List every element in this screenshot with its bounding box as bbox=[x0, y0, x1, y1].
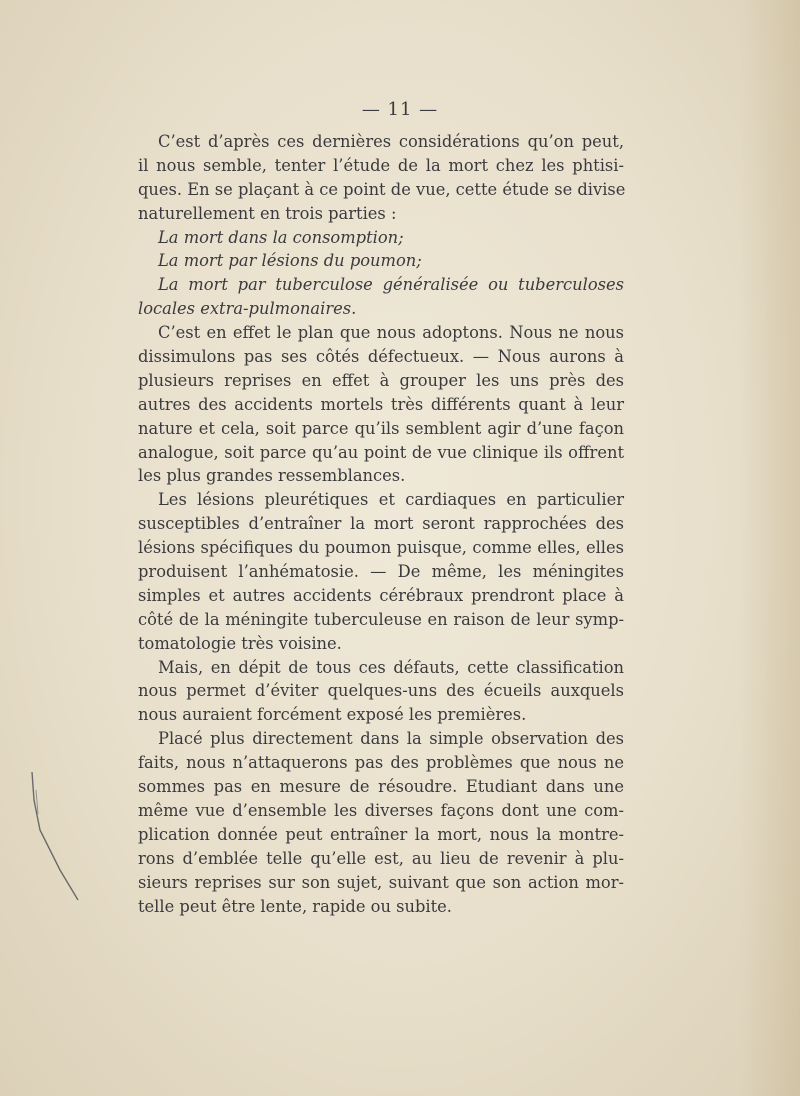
text-line: Placé plus directement dans la simple observation des bbox=[158, 729, 624, 749]
text-line: nature et cela, soit parce qu’ils semblent agir d’une façon bbox=[138, 418, 624, 438]
text-line: La mort par lésions du poumon; bbox=[158, 251, 422, 271]
text-line: simples et autres accidents cérébraux prendront place à bbox=[138, 585, 624, 605]
text-line: susceptibles d’entraîner la mort seront rapprochées des bbox=[138, 514, 624, 534]
text-line: analogue, soit parce qu’au point de vue clinique ils offrent bbox=[138, 442, 624, 462]
text-line: dissimulons pas ses côtés défectueux. — Nous aurons à bbox=[138, 347, 624, 367]
page-number: — 11 — bbox=[361, 99, 439, 120]
text-line: plusieurs reprises en effet à grouper les uns près des bbox=[138, 370, 624, 390]
text-line: côté de la méningite tuberculeuse en raison de leur symp- bbox=[138, 609, 624, 629]
margin-pencil-mark bbox=[20, 760, 100, 920]
text-line: les plus grandes ressemblances. bbox=[138, 466, 406, 486]
text-line: telle peut être lente, rapide ou subite. bbox=[138, 896, 452, 916]
text-line: nous auraient forcément exposé les premières. bbox=[138, 705, 527, 725]
text-line: C’est en effet le plan que nous adoptons. Nous ne nous bbox=[158, 323, 624, 343]
text-line: naturellement en trois parties : bbox=[138, 203, 397, 223]
text-line: lésions spécifiques du poumon puisque, comme elles, elles bbox=[138, 538, 624, 558]
text-line: produisent l’anhématosie. — De même, les méningites bbox=[138, 562, 624, 582]
text-line: ques. En se plaçant à ce point de vue, cette étude se divise bbox=[138, 179, 626, 199]
text-line: sommes pas en mesure de résoudre. Etudiant dans une bbox=[138, 777, 624, 797]
text-line: Les lésions pleurétiques et cardiaques en particulier bbox=[158, 490, 624, 510]
text-line: locales extra-pulmonaires. bbox=[138, 299, 357, 319]
text-line: La mort dans la consomption; bbox=[158, 227, 404, 247]
page-edge-stain bbox=[740, 0, 800, 1096]
text-line: C’est d’après ces dernières considérations qu’on peut, bbox=[158, 132, 624, 151]
text-line: La mort par tuberculose généralisée ou tuberculoses bbox=[158, 275, 624, 295]
text-line: plication donnée peut entraîner la mort, nous la montre- bbox=[138, 824, 624, 844]
text-line: rons d’emblée telle qu’elle est, au lieu de revenir à plu- bbox=[138, 848, 624, 868]
body-text bbox=[138, 130, 624, 918]
text-line: même vue d’ensemble les diverses façons dont une com- bbox=[138, 800, 624, 820]
text-line: faits, nous n’attaquerons pas des problèmes que nous ne bbox=[138, 753, 624, 773]
text-line: autres des accidents mortels très différents quant à leur bbox=[138, 394, 624, 414]
text-line: tomatologie très voisine. bbox=[138, 633, 342, 653]
text-line: nous permet d’éviter quelques-uns des écueils auxquels bbox=[138, 681, 624, 701]
text-line: il nous semble, tenter l’étude de la mort chez les phtisi- bbox=[138, 155, 624, 175]
text-line: sieurs reprises sur son sujet, suivant que son action mor- bbox=[138, 872, 624, 892]
text-line: Mais, en dépit de tous ces défauts, cette classification bbox=[158, 657, 624, 677]
